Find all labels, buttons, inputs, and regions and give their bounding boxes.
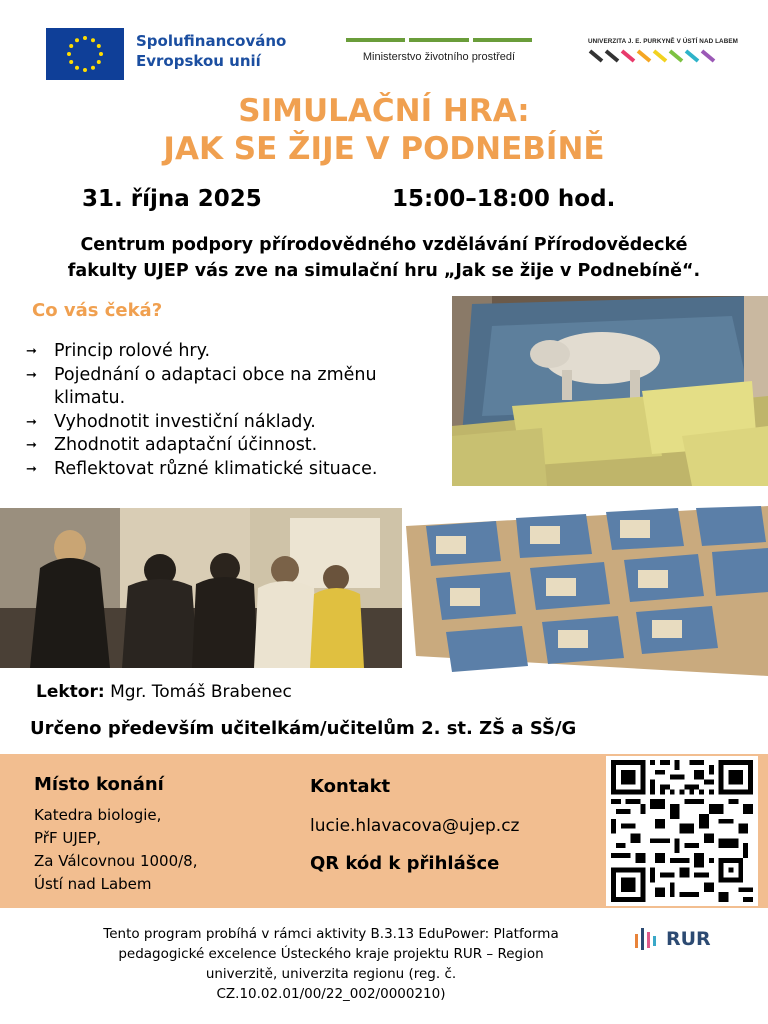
arrow-bullet-icon: ➞	[26, 461, 37, 477]
polar-bear-board-photo	[452, 296, 768, 486]
eu-flag-logo	[46, 28, 124, 80]
eu-line-1: Spolufinancováno	[136, 32, 287, 50]
footnote-line: Tento program probíhá v rámci aktivity B.3.13 EduPower: Platforma	[103, 926, 559, 942]
venue-line: Ústí nad Labem	[34, 875, 152, 893]
poster-title	[0, 92, 768, 168]
list-item-text: Vyhodnotit investiční náklady.	[54, 411, 316, 432]
event-date: 31. října 2025	[82, 186, 262, 212]
what-awaits-list	[26, 340, 446, 481]
ministry-logo-bars	[346, 38, 532, 42]
title-line-1: SIMULAČNÍ HRA:	[238, 93, 530, 129]
event-time: 15:00–18:00 hod.	[392, 186, 616, 212]
list-item	[26, 434, 446, 458]
list-item-text: Zhodnotit adaptační účinnost.	[54, 435, 318, 455]
arrow-bullet-icon: ➞	[26, 344, 37, 359]
footnote-line: univerzitě, univerzita regionu (reg. č.	[205, 966, 457, 982]
arrow-bullet-icon: ➞	[26, 367, 37, 383]
eu-line-2: Evropskou unií	[136, 52, 261, 70]
registration-qr-code[interactable]	[606, 756, 758, 906]
university-logo-stripes	[588, 48, 720, 64]
list-item-text: Princip rolové hry.	[54, 341, 211, 361]
contact-heading: Kontakt	[310, 776, 391, 797]
rur-logo	[634, 926, 711, 952]
title-line-2: JAK SE ŽIJE V PODNEBÍNĚ	[163, 131, 605, 167]
list-item-text: Pojednání o adaptaci obce na změnu klimatu.	[54, 364, 377, 408]
invitation-line-1: Centrum podpory přírodovědného vzdělávání Přírodovědecké	[80, 235, 688, 255]
university-name: UNIVERZITA J. E. PURKYNĚ V ÚSTÍ NAD LABEM	[588, 38, 738, 45]
lecturer-name: Mgr. Tomáš Brabenec	[110, 682, 292, 702]
venue-line: Za Válcovnou 1000/8,	[34, 852, 198, 870]
target-audience: Určeno především učitelkám/učitelům 2. st. ZŠ a SŠ/G	[30, 718, 577, 739]
ministry-logo	[346, 38, 532, 63]
rur-logo-bars-icon	[634, 926, 660, 952]
footnote-line: CZ.10.02.01/00/22_002/0000210)	[216, 986, 446, 1002]
venue-line: PřF UJEP,	[34, 829, 102, 847]
list-item-text: Reflektovat různé klimatické situace.	[54, 458, 378, 479]
qr-code-label: QR kód k přihlášce	[310, 853, 500, 874]
invitation-text	[20, 232, 748, 284]
ministry-name: Ministerstvo životního prostředí	[362, 51, 516, 63]
lecturer-label: Lektor:	[36, 682, 105, 702]
footnote-line: pedagogické excelence Ústeckého kraje projektu RUR – Region	[118, 946, 544, 962]
venue-line: Katedra biologie,	[34, 806, 162, 824]
lecturer-line	[36, 682, 292, 702]
venue-heading: Místo konání	[34, 774, 164, 795]
venue-address	[34, 804, 198, 896]
what-awaits-heading: Co vás čeká?	[32, 300, 163, 321]
list-item	[26, 340, 446, 364]
eu-cofinanced-text	[136, 31, 306, 71]
game-cards-photo	[406, 506, 768, 676]
list-item	[26, 458, 446, 482]
arrow-bullet-icon: ➞	[26, 414, 37, 430]
university-logo	[588, 38, 738, 64]
list-item	[26, 411, 446, 435]
rur-logo-text: RUR	[666, 928, 711, 950]
list-item	[26, 364, 446, 411]
arrow-bullet-icon: ➞	[26, 438, 37, 453]
contact-email-link[interactable]: lucie.hlavacova@ujep.cz	[310, 816, 520, 836]
participants-photo	[0, 508, 402, 668]
invitation-line-2: fakulty UJEP vás zve na simulační hru „Jak se žije v Podnebíně“.	[67, 261, 701, 281]
project-footnote	[40, 924, 622, 1004]
